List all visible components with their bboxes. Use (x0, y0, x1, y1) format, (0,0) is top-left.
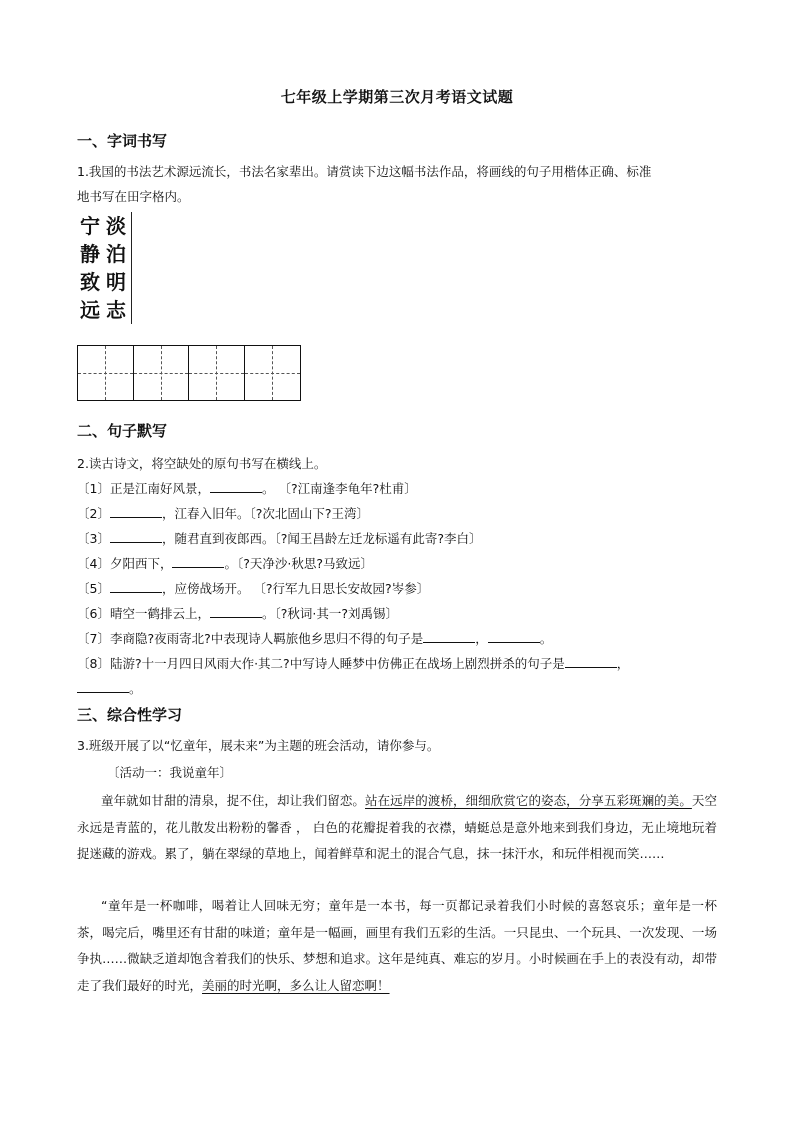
answer-blank[interactable] (77, 680, 129, 693)
underlined-sentence-cont: 的美。 (654, 793, 692, 808)
question-3-intro: 3.班级开展了以“忆童年，展未来”为主题的班会活动，请你参与。 (77, 738, 440, 753)
tianzige-writing-grid[interactable] (77, 345, 301, 401)
answer-blank[interactable] (110, 580, 162, 593)
underlined-sentence-2: 美丽的时光啊，多么让人留恋啊！ (202, 977, 390, 993)
calligraphy-column-left (78, 212, 102, 324)
question-2-intro: 2.读古诗文，将空缺处的原句书写在横线上。 (77, 456, 327, 471)
calligraphy-artwork (76, 212, 132, 324)
tianzige-cell[interactable] (134, 346, 190, 400)
answer-blank[interactable] (423, 630, 475, 643)
recitation-item-2: 〔2〕 ，江春入旧年。〔?次北固山下?王湾〕 (77, 506, 369, 521)
recitation-item-7: 〔7〕李商隐?夜雨寄北?中表现诗人羁旅他乡思归不得的句子是 ， 。 (77, 631, 553, 646)
passage-paragraph-2: “童年是一杯咖啡，喝着让人回味无穷；童年是一本书，每一页都记录着我们小时候的喜怒哀乐；童年是一杯茶，喝完后，嘴里还有甘甜的味道；童年是一幅画，画里有我们五彩的生活。一只昆虫、一个玩具、一次发现、一场争执……微缺乏道却饱含着我们的快乐、梦想和追求。这年是纯真、难忘的岁月。小时候画在手上的表没有动，却带走了我们最好的时光，美丽的时光啊，多么让人留恋啊！ (77, 898, 717, 993)
question-1-line-2: 地书写在田字格内。 (77, 189, 190, 204)
question-1-line-1: 1.我国的书法艺术源远流长，书法名家辈出。请赏读下边这幅书法作品，将画线的句子用楷体正确、标准 (77, 164, 652, 179)
recitation-item-1: 〔1〕正是江南好风景， 。 〔?江南逢李龟年?杜甫〕 (77, 481, 417, 496)
calligraphy-char: 志 (106, 298, 126, 322)
calligraphy-column-right (104, 212, 128, 324)
calligraphy-char: 泊 (106, 242, 126, 266)
page-title: 七年级上学期第三次月考语文试题 (280, 88, 514, 106)
tianzige-cell[interactable] (189, 346, 245, 400)
calligraphy-char: 明 (106, 270, 126, 294)
calligraphy-underline-rule (131, 212, 132, 324)
answer-blank[interactable] (210, 605, 262, 618)
activity-1-label: 〔活动一：我说童年〕 (107, 765, 233, 780)
underlined-sentence: 站在远岸的渡桥，细细欣赏它的姿态，分享五彩斑斓 (365, 793, 655, 808)
calligraphy-char: 远 (80, 298, 100, 322)
recitation-item-8: 〔8〕陆游?十一月四日风雨大作·其二?中写诗人睡梦中仿佛正在战场上剧烈拼杀的句子是 ， (77, 656, 630, 671)
recitation-item-3: 〔3〕 ，随君直到夜郎西。〔?闻王昌龄左迁龙标遥有此寄?李白〕 (77, 531, 482, 546)
calligraphy-char: 致 (80, 270, 100, 294)
recitation-item-6: 〔6〕晴空一鹤排云上， 。〔?秋词·其一?刘禹锡〕 (77, 606, 398, 621)
section-heading-3: 三、综合性学习 (77, 706, 183, 724)
calligraphy-char: 淡 (106, 214, 126, 238)
answer-blank[interactable] (210, 480, 262, 493)
answer-blank[interactable] (172, 555, 224, 568)
recitation-item-8-continued: 。 (77, 680, 142, 698)
calligraphy-char: 宁 (80, 214, 100, 238)
tianzige-cell[interactable] (78, 346, 134, 400)
answer-blank[interactable] (110, 530, 162, 543)
calligraphy-char: 静 (80, 242, 100, 266)
tianzige-cell[interactable] (245, 346, 301, 400)
answer-blank[interactable] (488, 630, 540, 643)
answer-blank[interactable] (565, 655, 617, 668)
recitation-item-5: 〔5〕 ，应傍战场开。 〔?行军九日思长安故园?岑参〕 (77, 581, 430, 596)
answer-blank[interactable] (110, 505, 162, 518)
section-heading-2: 二、句子默写 (77, 422, 168, 440)
recitation-item-4: 〔4〕夕阳西下， 。〔?天净沙·秋思?马致远〕 (77, 556, 373, 571)
passage-paragraph-1: 童年就如甘甜的清泉，捉不住，却让我们留恋。站在远岸的渡桥，细细欣赏它的姿态，分享五彩斑斓的美。天空永远是青蓝的，花儿散发出粉粉的馨香 ， 白色的花瓣捉着我的衣襟，蜻蜓总是意外地来到我们身边，无止境地玩着捉迷藏的游戏。累了，躺在翠绿的草地上，闻着鲜草和泥土的混合气息，抹一抹汗水，和玩伴相视而笑…… (77, 793, 717, 861)
section-heading-1: 一、字词书写 (77, 132, 168, 150)
